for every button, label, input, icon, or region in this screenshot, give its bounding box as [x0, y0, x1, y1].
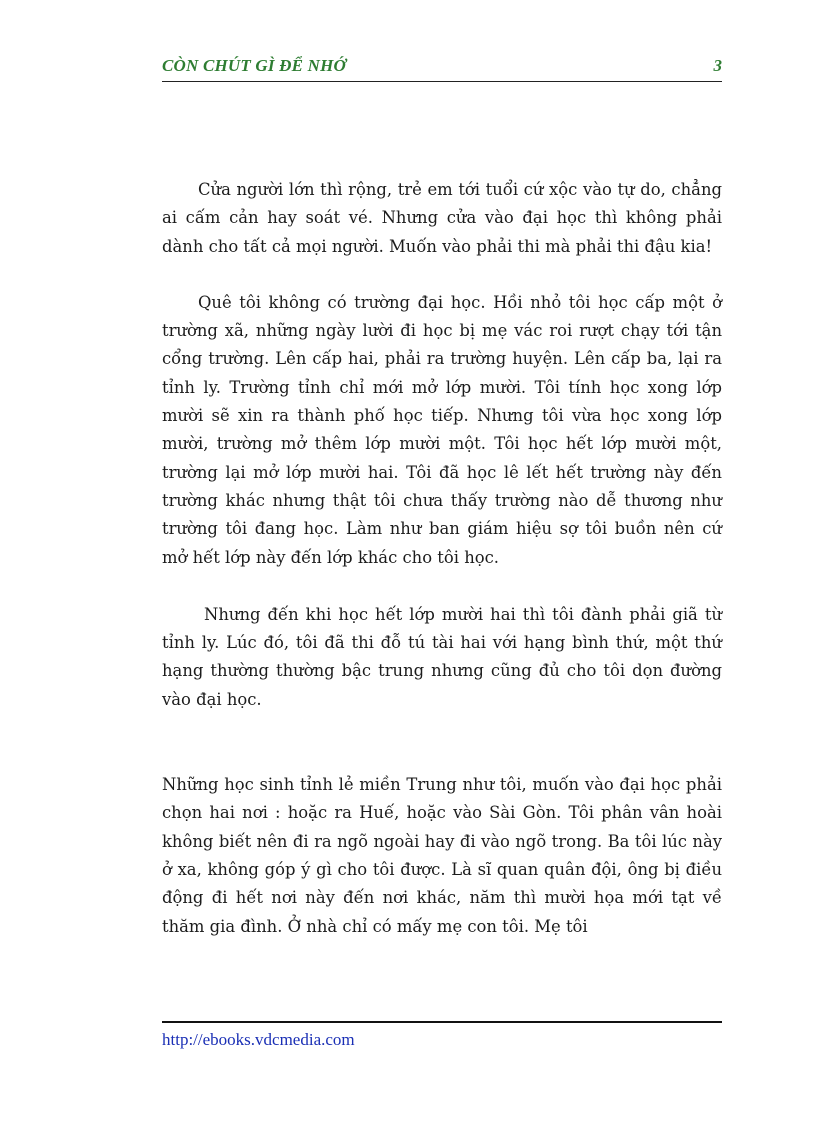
paragraph-1: Cửa người lớn thì rộng, trẻ em tới tuổi cứ xộc vào tự do, chẳng ai cấm cản hay soát vé. Nhưng cửa vào đại học thì không phải dành cho tất cả mọi người. Muốn vào phải thi mà phải thi đậu kia!	[162, 180, 722, 256]
page-number: 3	[713, 56, 722, 75]
running-header	[162, 56, 722, 80]
paragraph-2: Quê tôi không có trường đại học. Hồi nhỏ tôi học cấp một ở trường xã, những ngày lười đi học bị mẹ vác roi rượt chạy tới tận cổng trường. Lên cấp hai, phải ra trường huyện. Lên cấp ba, lại ra tỉnh ly. Trường tỉnh chỉ mới mở lớp mười. Tôi tính học xong lớp mười sẽ xin ra thành phố học tiếp. Nhưng tôi vừa học xong lớp mười, trường mở thêm lớp mười một. Tôi học hết lớp mười một, trường lại mở lớp mười hai. Tôi đã học lê lết hết trường này đến trường khác nhưng thật tôi chưa thấy trường nào dễ thương như trường tôi đang học. Làm như ban giám hiệu sợ tôi buồn nên cứ mở hết lớp này đến lớp khác cho tôi học.	[162, 292, 722, 567]
footer-divider	[162, 1021, 722, 1023]
page-body	[162, 176, 722, 941]
paragraph-4: Những học sinh tỉnh lẻ miền Trung như tôi, muốn vào đại học phải chọn hai nơi : hoặc ra Huế, hoặc vào Sài Gòn. Tôi phân vân hoài không biết nên đi ra ngõ ngoài hay đi vào ngõ trong. Ba tôi lúc này ở xa, không góp ý gì cho tôi được. Là sĩ quan quân đội, ông bị điều động đi hết nơi này đến nơi khác, năm thì mười họa mới tạt về thăm gia đình. Ở nhà chỉ có mấy mẹ con tôi. Mẹ tôi	[162, 775, 722, 936]
header-divider	[162, 81, 722, 82]
paragraph-3: Nhưng đến khi học hết lớp mười hai thì tôi đành phải giã từ tỉnh ly. Lúc đó, tôi đã thi đỗ tú tài hai với hạng bình thứ, một thứ hạng thường thường bậc trung nhưng cũng đủ cho tôi dọn đường vào đại học.	[162, 604, 722, 709]
footer-url-link[interactable]: http://ebooks.vdcmedia.com	[162, 1030, 355, 1049]
book-title: CÒN CHÚT GÌ ĐỂ NHỚ	[162, 56, 347, 75]
